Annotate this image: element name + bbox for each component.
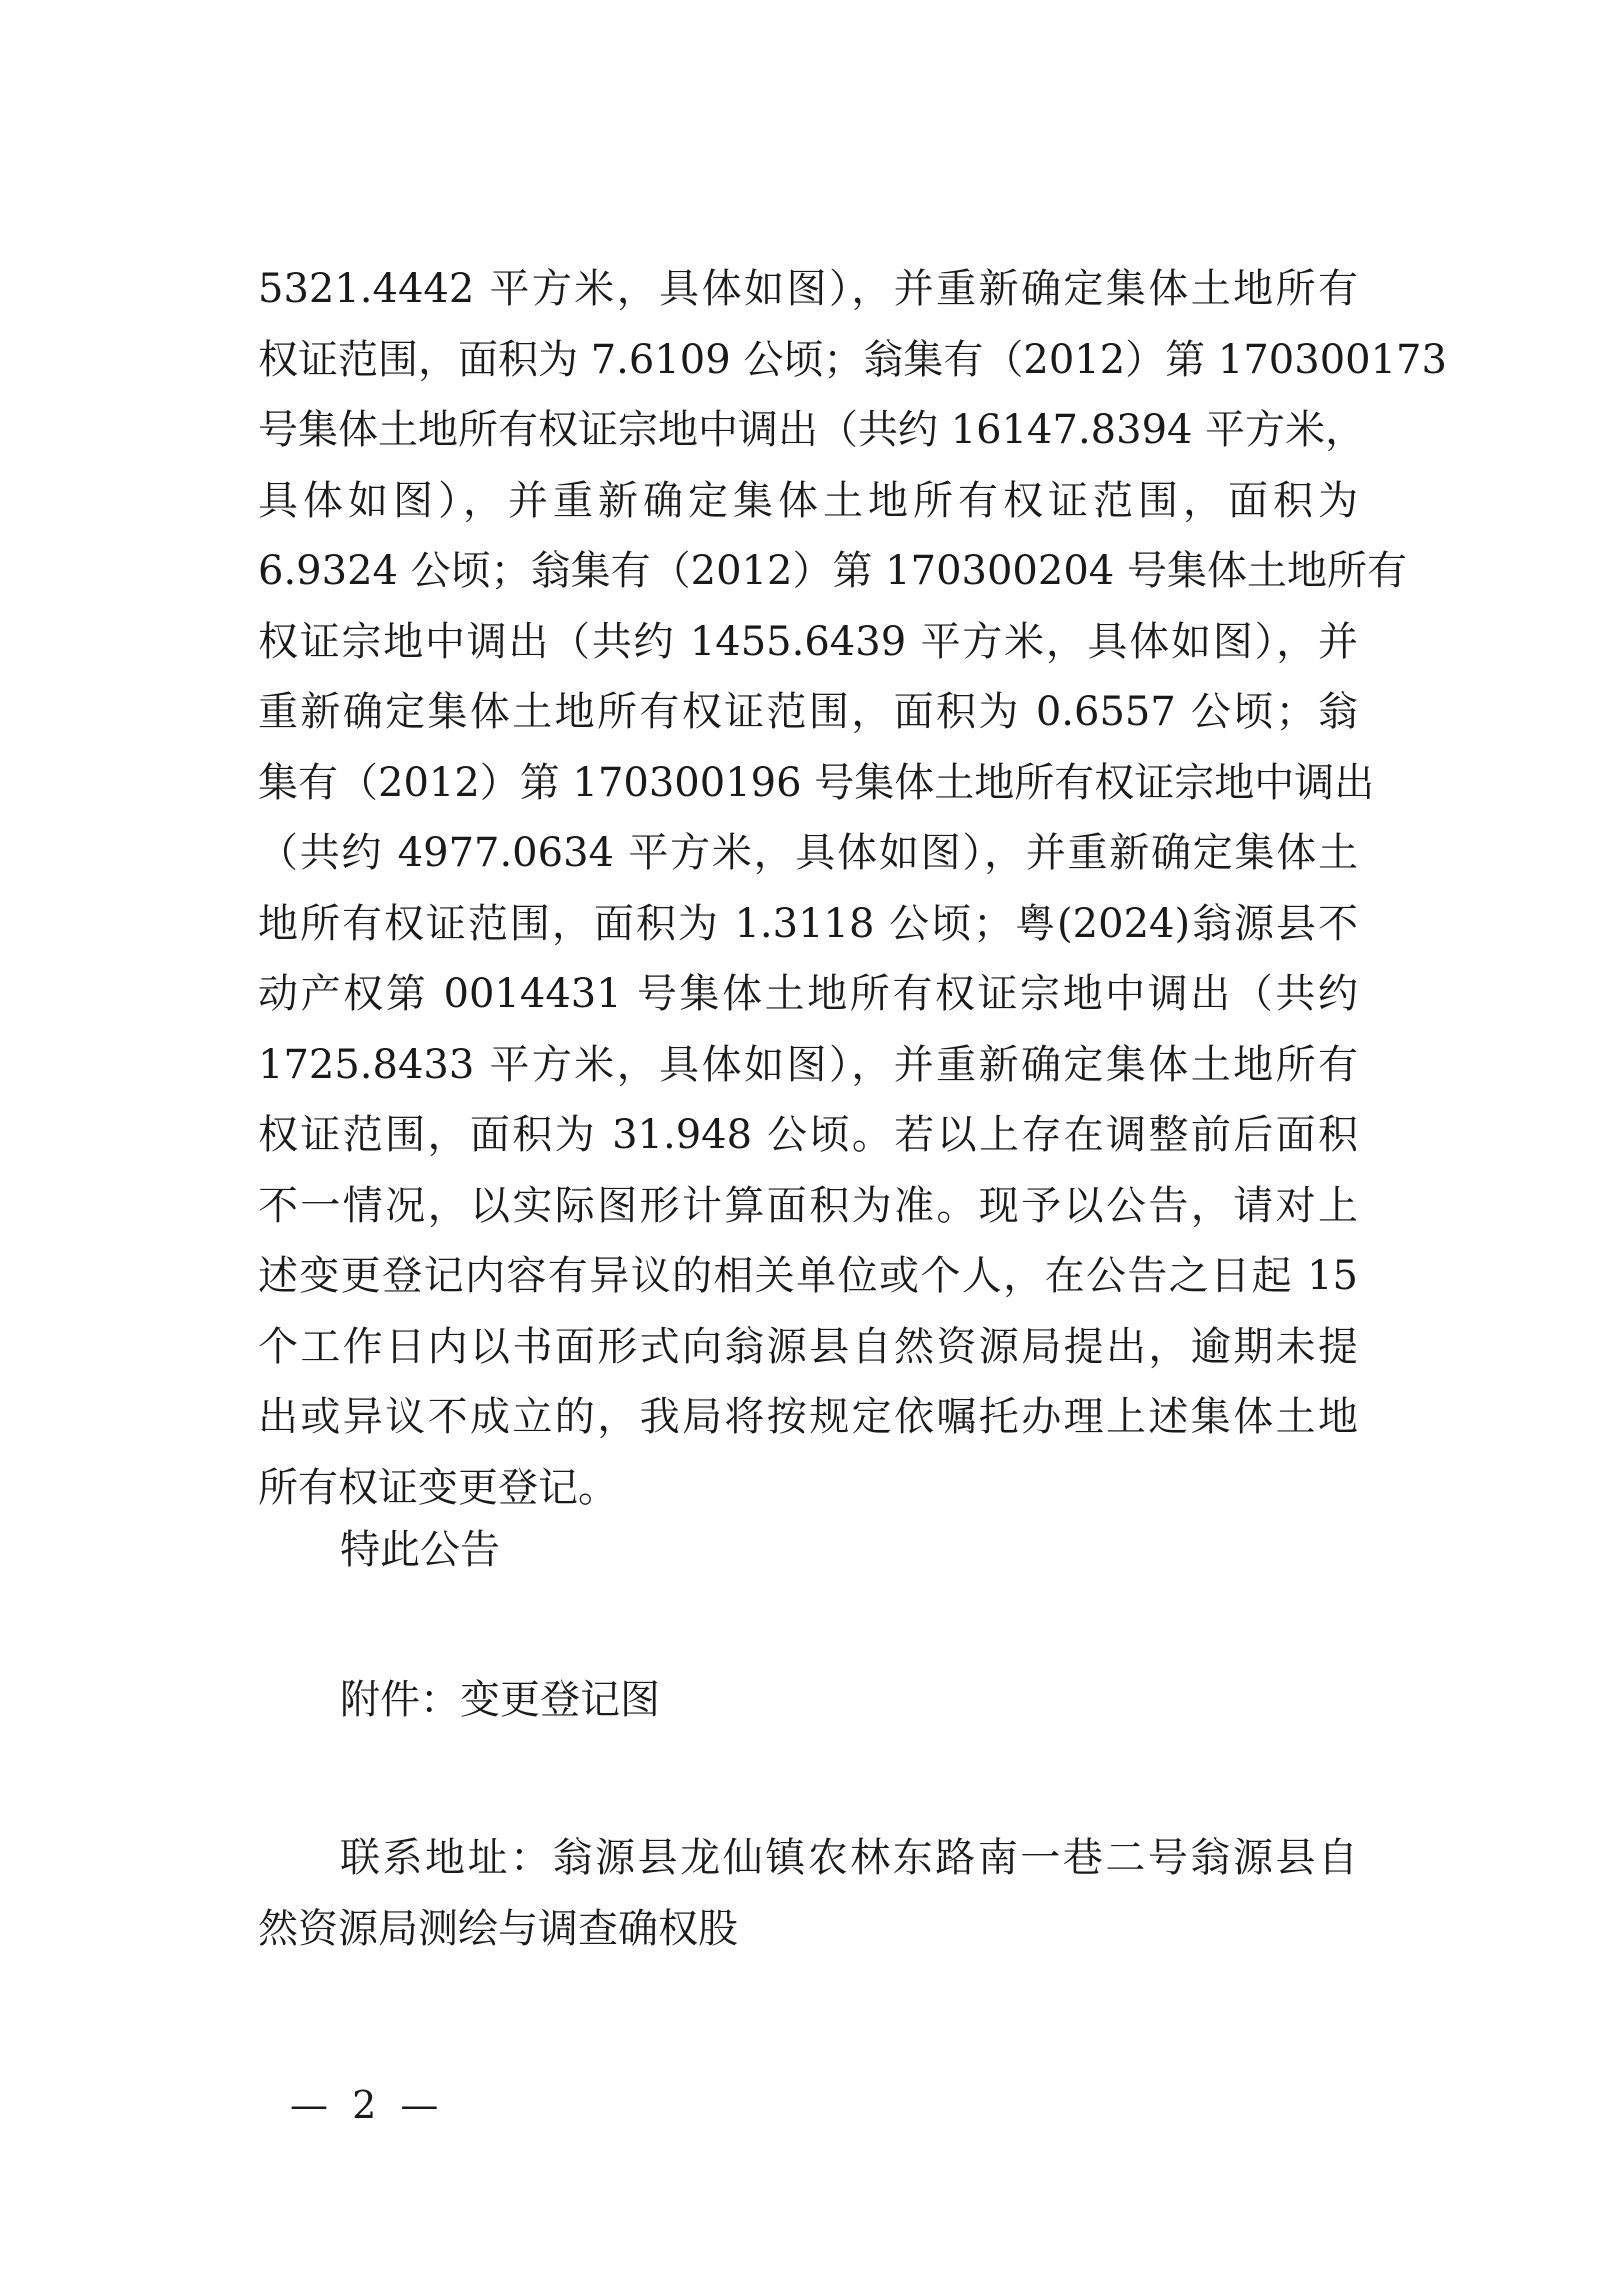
contact-line: 然资源局测绘与调查确权股: [258, 1905, 738, 1952]
body-line: 1725.8433 平方米，具体如图），并重新确定集体土地所有: [258, 1041, 1358, 1088]
body-line: 不一情况，以实际图形计算面积为准。现予以公告，请对上: [258, 1182, 1358, 1229]
body-line: （共约 4977.0634 平方米，具体如图），并重新确定集体土: [258, 830, 1358, 876]
body-line: 权证范围，面积为 7.6109 公顷；翁集有（2012）第 170300173: [258, 336, 1447, 383]
attachment-note: 附件：变更登记图: [340, 1677, 660, 1723]
contact-line: 联系地址：翁源县龙仙镇农林东路南一巷二号翁源县自: [340, 1835, 1358, 1881]
body-line: 集有（2012）第 170300196 号集体土地所有权证宗地中调出: [258, 759, 1375, 806]
body-line: 6.9324 公顷；翁集有（2012）第 170300204 号集体土地所有: [258, 548, 1407, 594]
body-line: 权证宗地中调出（共约 1455.6439 平方米，具体如图），并: [258, 618, 1358, 665]
body-line: 出或异议不成立的，我局将按规定依嘱托办理上述集体土地: [258, 1394, 1358, 1440]
body-line: 号集体土地所有权证宗地中调出（共约 16147.8394 平方米，: [258, 407, 1366, 453]
body-line: 权证范围，面积为 31.948 公顷。若以上存在调整前后面积: [258, 1112, 1358, 1158]
page-number: — 2 —: [290, 2083, 445, 2127]
contact-address: [258, 1823, 1358, 1964]
body-line: 重新确定集体土地所有权证范围，面积为 0.6557 公顷；翁: [258, 689, 1358, 735]
closing-statement: 特此公告: [340, 1527, 500, 1573]
body-line: 5321.4442 平方米，具体如图），并重新确定集体土地所有: [258, 266, 1358, 312]
body-line: 个工作日内以书面形式向翁源县自然资源局提出，逾期未提: [258, 1323, 1358, 1370]
body-line: 所有权证变更登记。: [258, 1464, 618, 1511]
body-line: 地所有权证范围，面积为 1.3118 公顷；粤(2024)翁源县不: [258, 900, 1358, 947]
body-line: 述变更登记内容有异议的相关单位或个人，在公告之日起 15: [258, 1253, 1358, 1299]
body-line: 具体如图），并重新确定集体土地所有权证范围，面积为: [258, 477, 1358, 524]
body-line: 动产权第 0014431 号集体土地所有权证宗地中调出（共约: [258, 971, 1358, 1017]
announcement-body: [258, 254, 1447, 1523]
